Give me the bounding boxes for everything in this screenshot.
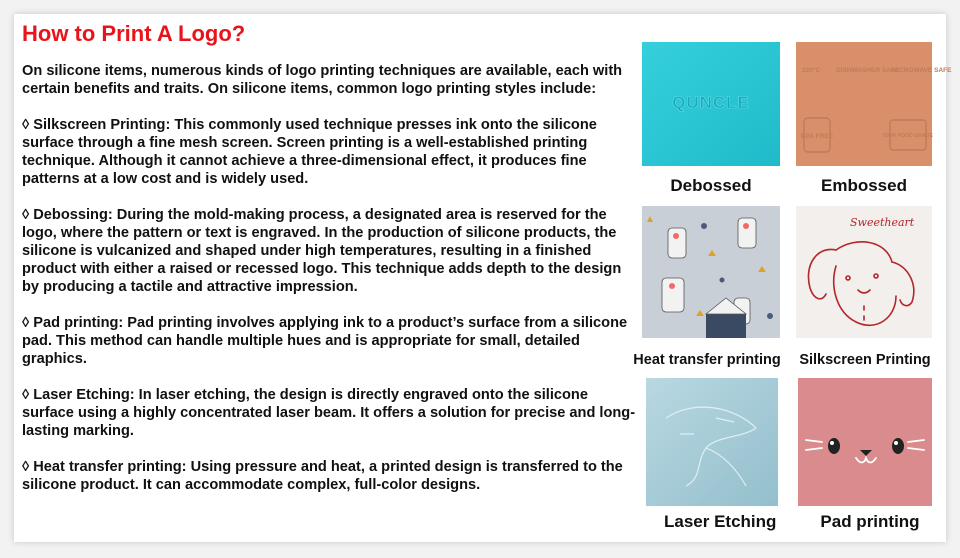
heat-transfer-paragraph: ◊ Heat transfer printing: Using pressure and heat, a printed design is transferred to the silicone product. It can accommodate complex, full-color designs.: [22, 459, 623, 493]
embossed-mark-food-grade: 100% FOOD GRADE: [883, 133, 933, 139]
embossed-caption: Embossed: [821, 176, 907, 195]
embossed-mark-bpa: BPA FREE: [800, 133, 834, 140]
article-body: [22, 62, 642, 512]
laser-etching-caption: Laser Etching: [664, 512, 777, 531]
laser-etching-paragraph: ◊ Laser Etching: In laser etching, the design is directly engraved onto the silicone surface using a highly concentrated laser beam. It offers a solution for precise and long-lasting marking.: [22, 387, 636, 439]
debossed-logo-text: QUNCLE: [672, 93, 750, 112]
pad-printing-caption: Pad printing: [820, 512, 920, 531]
embossed-mark-microwave: MICROWAVE SAFE: [892, 67, 952, 74]
silkscreen-paragraph: ◊ Silkscreen Printing: This commonly used technique presses ink onto the silicone surface through a fine mesh screen. Screen printing is a well-established printing technique. Although it cannot achieve a three-dimensional effect, it produces fine patterns at a low cost and is widely used.: [22, 117, 597, 187]
silkscreen-caption: Silkscreen Printing: [799, 352, 931, 368]
page-title: How to Print A Logo?: [22, 21, 246, 46]
debossed-sample-image: [642, 42, 780, 166]
debossing-paragraph: ◊ Debossing: During the mold-making process, a designated area is reserved for the logo, where the pattern or text is engraved. In the production of silicone products, the silicone is vulcanized and shaped under high temperatures, resulting in a finished product with either a raised or recessed logo. This technique adds depth to the design by producing a tactile and attractive impression.: [22, 207, 622, 295]
embossed-mark-dishwasher: DISHWASHER SAFE: [836, 67, 900, 74]
silkscreen-script-text: Sweetheart: [850, 216, 915, 229]
pad-printing-sample-image: [798, 378, 932, 506]
embossed-sample-image: [796, 42, 952, 166]
heat-transfer-caption: Heat transfer printing: [633, 352, 781, 368]
debossed-caption: Debossed: [670, 176, 752, 195]
heat-transfer-sample-image: [642, 206, 780, 338]
laser-etching-sample-image: [646, 378, 778, 506]
intro-paragraph: On silicone items, numerous kinds of logo printing techniques are available, each with certain benefits and traits. On silicone items, common logo printing styles include:: [22, 63, 623, 97]
embossed-mark-temp: 220°C: [802, 67, 821, 74]
pad-printing-paragraph: ◊ Pad printing: Pad printing involves applying ink to a product’s surface from a silicone pad. This method can handle multiple hues and is appropriate for small, detailed graphics.: [22, 315, 628, 367]
silkscreen-sample-image: [796, 206, 932, 338]
